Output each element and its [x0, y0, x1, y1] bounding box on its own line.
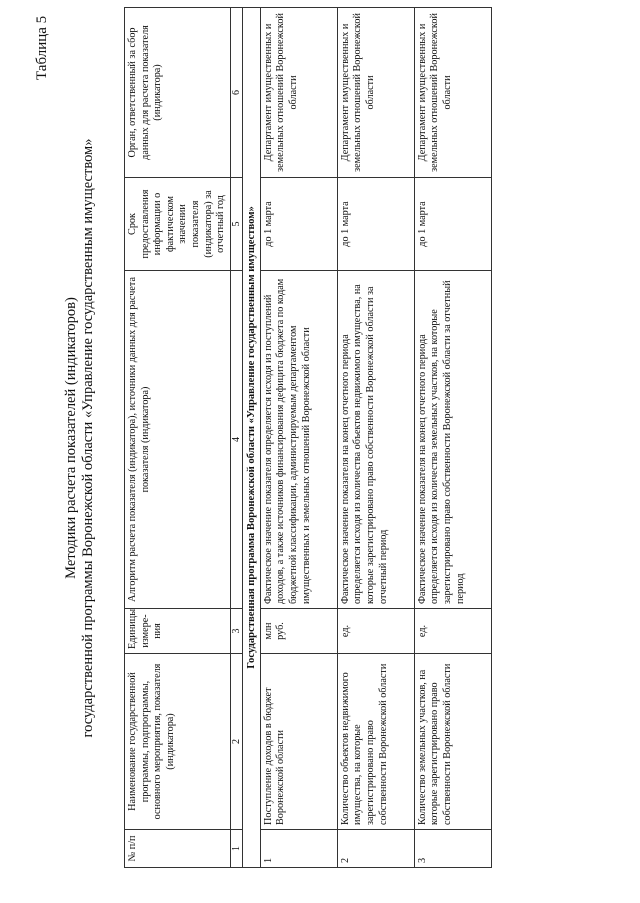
indicator-deadline: до 1 марта [337, 178, 414, 271]
column-number-row [230, 8, 242, 868]
header-cell-org: Орган, ответственный за сбор данных для расчета показателя (индикатора) [125, 8, 231, 178]
header-row [125, 8, 231, 868]
indicator-unit: ед. [414, 609, 491, 654]
indicator-org: Департамент имущественных и земельных отношений Воронежской области [337, 8, 414, 178]
title-line-1: Методики расчета показателей (индикаторов) [63, 297, 79, 579]
header-cell-deadline: Срок предоставления информации о фактическом значении показателя (индикатора) за отчетный год [125, 178, 231, 271]
indicator-name: Количество земельных участков, на которые зарегистрировано право собственности Воронежской области [414, 654, 491, 830]
indicator-algorithm: Фактическое значение показателя на конец отчетного периода определяется исходя из количества земельных участков, на которые зарегистрировано право собственности Воронежской области за отчетный период [414, 271, 491, 609]
column-number: 6 [230, 8, 242, 178]
table-row [337, 8, 414, 868]
indicator-org: Департамент имущественных и земельных отношений Воронежской области [414, 8, 491, 178]
document-title [63, 8, 97, 868]
indicator-unit: млн руб. [260, 609, 337, 654]
header-cell-unit: Единицы измере-ния [125, 609, 231, 654]
table-label: Таблица 5 [34, 15, 50, 80]
indicator-unit: ед. [337, 609, 414, 654]
header-cell-number: № п/п [125, 830, 231, 868]
section-title: Государственная программа Воронежской области «Управление государственным имуществом» [242, 8, 260, 868]
indicator-name: Количество объектов недвижимого имущества, на которые зарегистрировано право собственности Воронежской области [337, 654, 414, 830]
row-number: 1 [260, 830, 337, 868]
column-number: 4 [230, 271, 242, 609]
column-number: 5 [230, 178, 242, 271]
header-cell-name: Наименование государственной программы, подпрограммы, основного мероприятия, показателя (индикатора) [125, 654, 231, 830]
rotated-page [28, 8, 618, 868]
header-cell-algorithm: Алгоритм расчета показателя (индикатора), источники данных для расчета показателя (индикатора) [125, 271, 231, 609]
table-row [414, 8, 491, 868]
column-number: 2 [230, 654, 242, 830]
row-number: 2 [337, 830, 414, 868]
column-number: 3 [230, 609, 242, 654]
section-row [242, 8, 260, 868]
indicator-deadline: до 1 марта [414, 178, 491, 271]
row-number: 3 [414, 830, 491, 868]
indicator-deadline: до 1 марта [260, 178, 337, 271]
indicator-algorithm: Фактическое значение показателя определяется исходя из поступлений доходов, а также источников финансирования дефицита бюджета по кодам бюджетной классификации, администрируемым департаментом имущественных и земельных отношений Воронежской области [260, 271, 337, 609]
column-number: 1 [230, 830, 242, 868]
table-row [260, 8, 337, 868]
indicator-org: Департамент имущественных и земельных отношений Воронежской области [260, 8, 337, 178]
title-line-2: государственной программы Воронежской области «Управление государственным имуществом» [80, 138, 96, 738]
methods-table [124, 7, 492, 868]
indicator-name: Поступление доходов в бюджет Воронежской области [260, 654, 337, 830]
indicator-algorithm: Фактическое значение показателя на конец отчетного периода определяется исходя из количества объектов недвижимого имущества, на которые зарегистрировано право собственности Воронежской области за отчетный период [337, 271, 414, 609]
